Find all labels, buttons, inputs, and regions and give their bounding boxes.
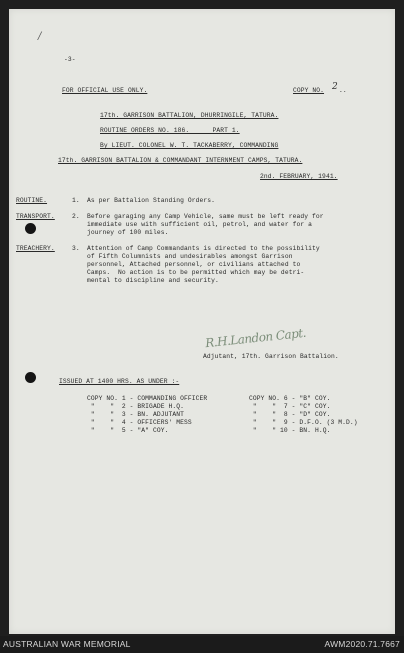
footer-accession-number: AWM2020.71.7667: [324, 639, 400, 649]
distribution-item: " " 10 - BN. H.Q.: [249, 427, 331, 434]
page-number: -3-: [64, 56, 76, 63]
heading-unit: 17th. GARRISON BATTALION, DHURRINGILE, TATURA.: [100, 112, 279, 119]
footer-institution: AUSTRALIAN WAR MEMORIAL: [3, 639, 131, 649]
heading-by: By LIEUT. COLONEL W. T. TACKABERRY, COMMANDING: [100, 142, 279, 149]
order-text-line: Attention of Camp Commandants is directed to the possibility: [87, 245, 320, 252]
document-page: [9, 9, 395, 634]
distribution-item: COPY NO. 1 - COMMANDING OFFICER: [87, 395, 208, 402]
order-text-line: of Fifth Columnists and undesirables amongst Garrison: [87, 253, 293, 260]
signature: R.H.Landon Capt.: [204, 325, 307, 351]
distribution-item: " " 7 - "C" COY.: [249, 403, 331, 410]
order-number: 2.: [72, 213, 80, 220]
distribution-item: " " 5 - "A" COY.: [87, 427, 169, 434]
distribution-item: " " 4 - OFFICERS' MESS: [87, 419, 192, 426]
copy-dots: ..: [339, 87, 347, 94]
punch-hole: [25, 223, 36, 234]
order-text-line: As per Battalion Standing Orders.: [87, 197, 215, 204]
copy-number: 2: [332, 82, 338, 92]
distribution-item: " " 8 - "D" COY.: [249, 411, 331, 418]
official-use-notice: FOR OFFICIAL USE ONLY.: [62, 87, 148, 94]
order-date: 2nd. FEBRUARY, 1941.: [260, 173, 338, 180]
distribution-item: " " 2 - BRIGADE H.Q.: [87, 403, 184, 410]
order-number: 3.: [72, 245, 80, 252]
order-label-routine: ROUTINE.: [16, 197, 48, 204]
order-text-line: immediate use with sufficient oil, petrol, and water for a: [87, 221, 312, 228]
footer-bar: [0, 636, 404, 653]
distribution-item: " " 9 - D.F.O. (3 M.D.): [249, 419, 358, 426]
heading-orders: ROUTINE ORDERS NO. 186. PART 1.: [100, 127, 240, 134]
order-number: 1.: [72, 197, 80, 204]
order-text-line: journey of 100 miles.: [87, 229, 169, 236]
order-text-line: Before garaging any Camp Vehicle, same must be left ready for: [87, 213, 324, 220]
distribution-item: COPY NO. 6 - "B" COY.: [249, 395, 331, 402]
order-text-line: personnel, Attached personnel, or civilians attached to: [87, 261, 301, 268]
order-text-line: mental to discipline and security.: [87, 277, 219, 284]
order-label-treachery: TREACHERY.: [16, 245, 55, 252]
order-label-transport: TRANSPORT.: [16, 213, 55, 220]
pencil-mark: /: [38, 31, 42, 42]
heading-commands: 17th. GARRISON BATTALION & COMMANDANT INTERNMENT CAMPS, TATURA.: [58, 157, 303, 164]
order-text-line: Camps. No action is to be permitted which may be detri-: [87, 269, 305, 276]
distribution-item: " " 3 - BN. ADJUTANT: [87, 411, 184, 418]
copy-label: COPY NO.: [293, 87, 325, 94]
punch-hole: [25, 372, 36, 383]
signature-title: Adjutant, 17th. Garrison Battalion.: [203, 353, 339, 360]
distribution-heading: ISSUED AT 1400 HRS. AS UNDER :-: [59, 378, 180, 385]
